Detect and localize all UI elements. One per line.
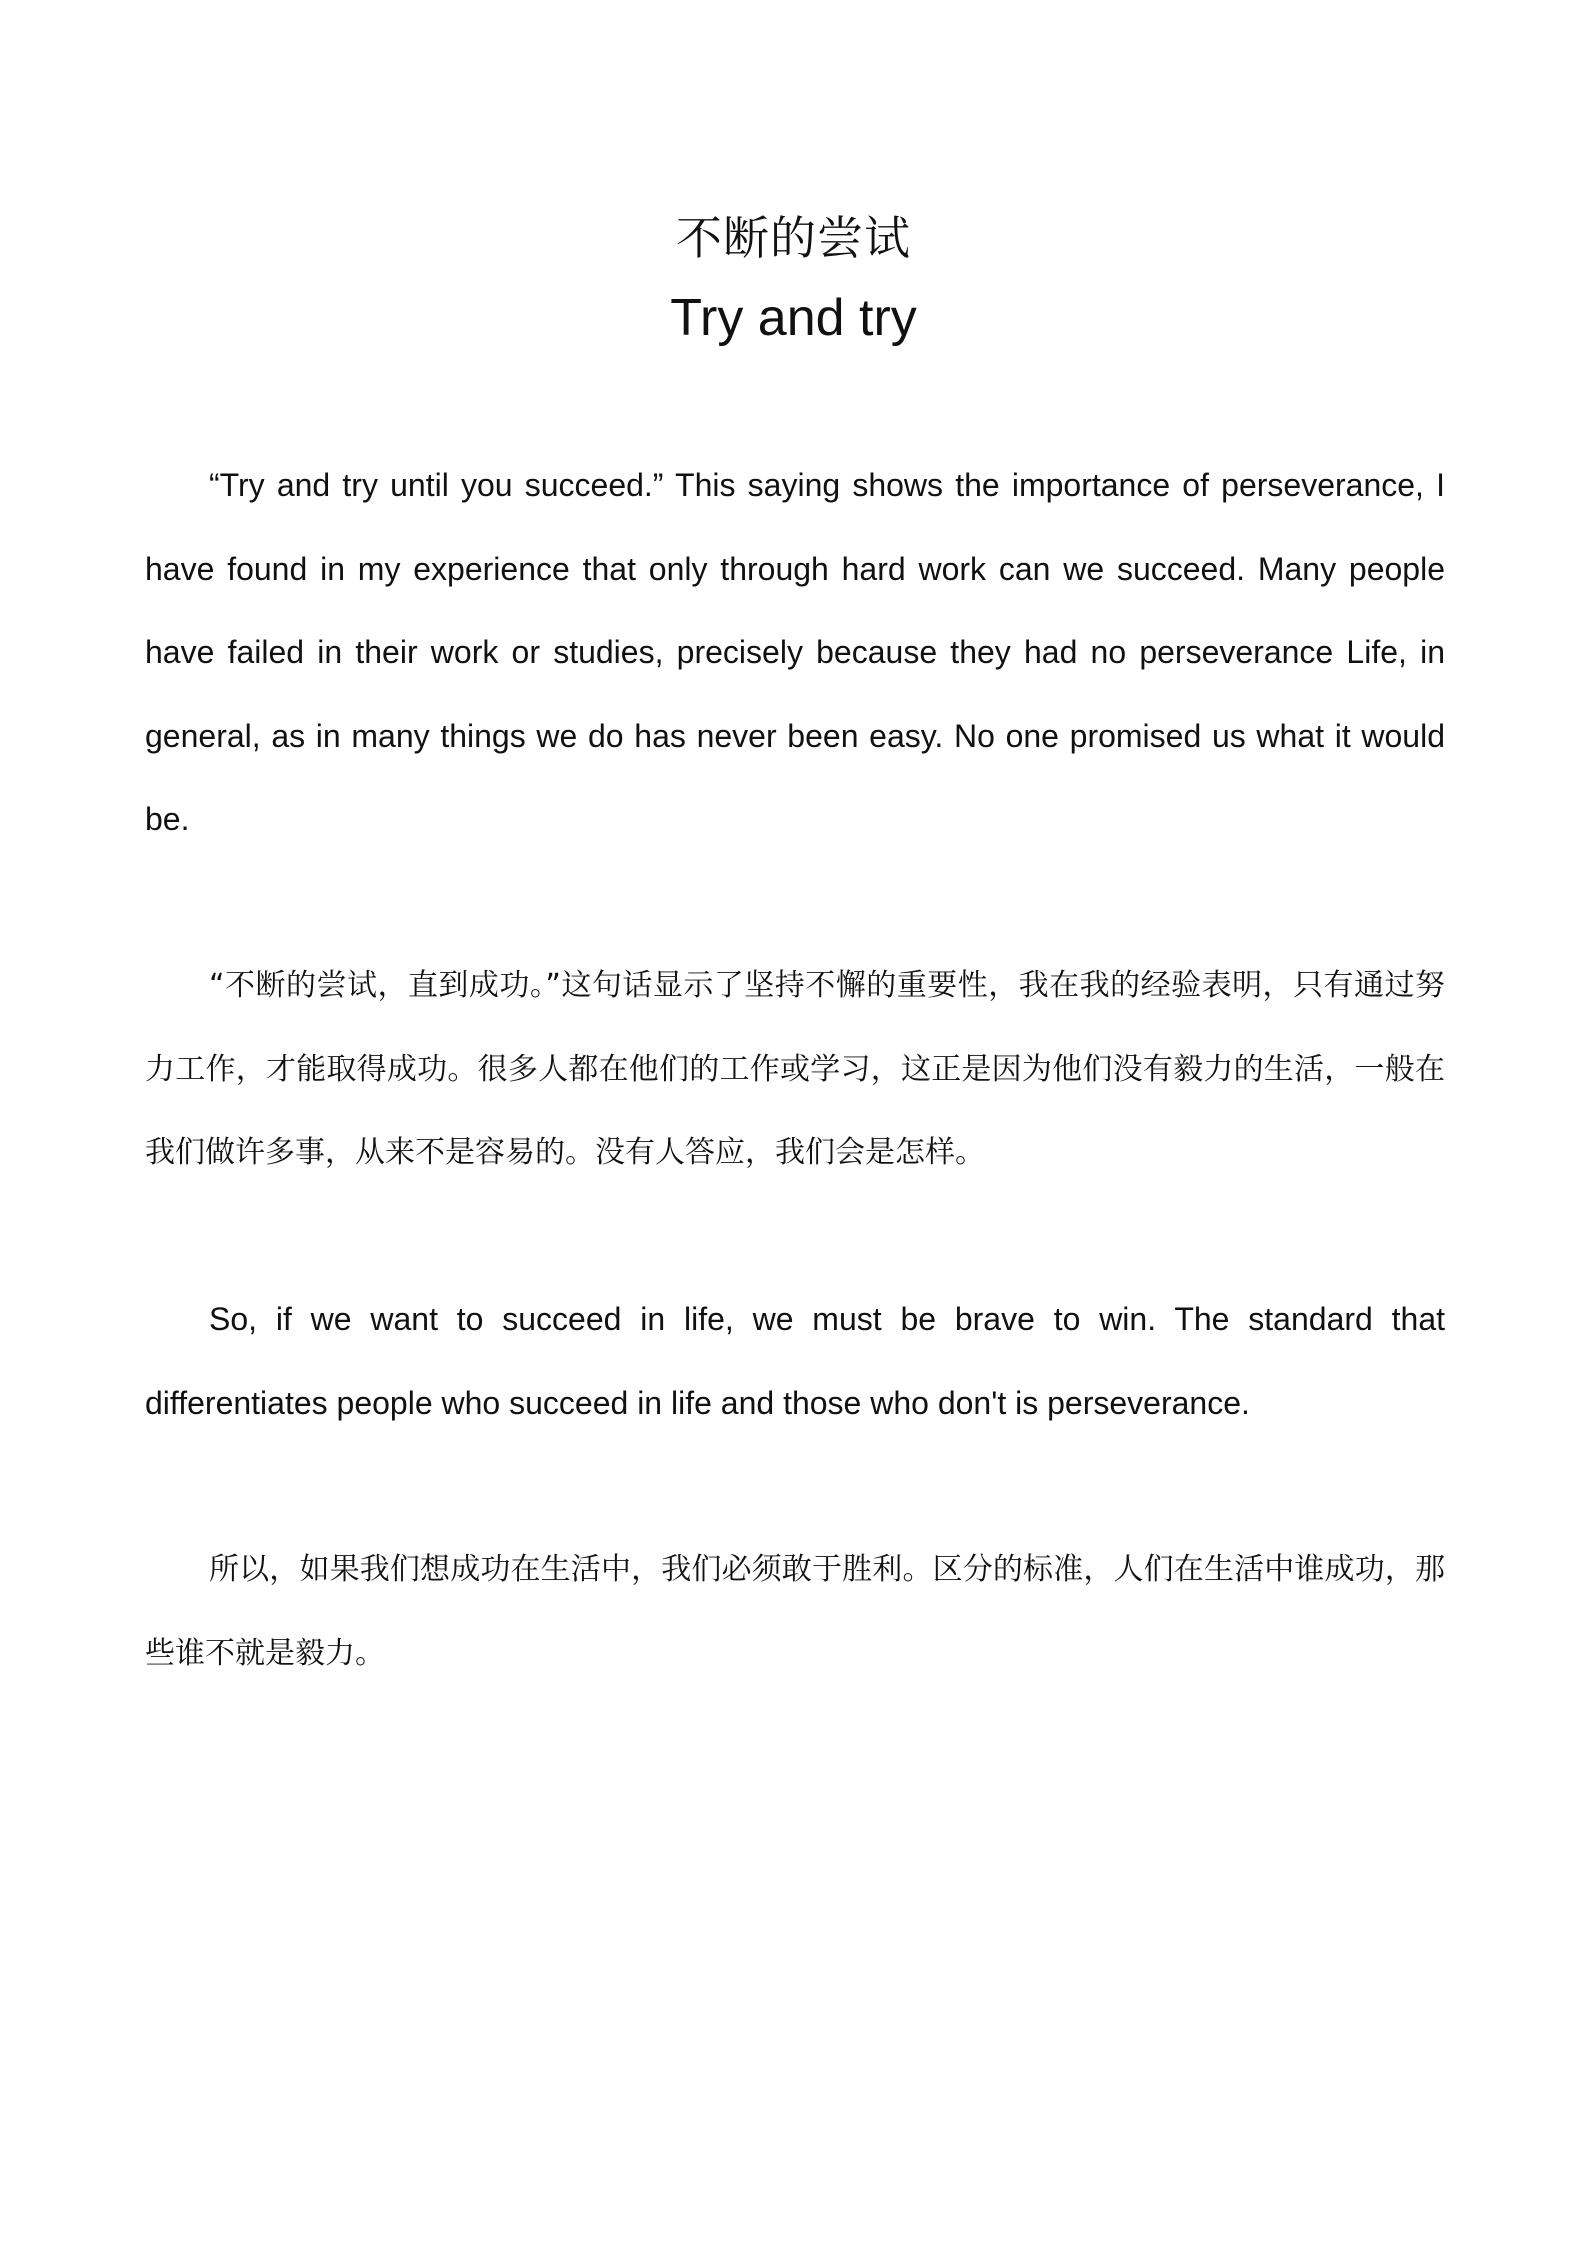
paragraph-english-2: So, if we want to succeed in life, we must be brave to win. The standard that differentiates people who succeed in life and those who don't is perseverance. bbox=[145, 1301, 1445, 1421]
title-english: Try and try bbox=[670, 289, 917, 347]
paragraph-english-1: “Try and try until you succeed.” This saying shows the importance of perseverance, I have found in my experience that only through hard work can we succeed. Many people have failed in their work or studies, precisely because they had no perseverance Life, in general, as in many things we do has never been easy. No one promised us what it would be. bbox=[145, 467, 1445, 837]
paragraph-chinese-1: “不断的尝试，直到成功。”这句话显示了坚持不懈的重要性，我在我的经验表明，只有通过努力工作，才能取得成功。很多人都在他们的工作或学习，这正是因为他们没有毅力的生活，一般在我们做许多事，从来不是容易的。没有人答应，我们会是怎样。 bbox=[145, 968, 1445, 1170]
paragraph-chinese-2: 所以，如果我们想成功在生活中，我们必须敢于胜利。区分的标准，人们在生活中谁成功，那些谁不就是毅力。 bbox=[145, 1552, 1445, 1671]
title-chinese: 不断的尝试 bbox=[676, 211, 911, 265]
title-block bbox=[0, 198, 1587, 358]
